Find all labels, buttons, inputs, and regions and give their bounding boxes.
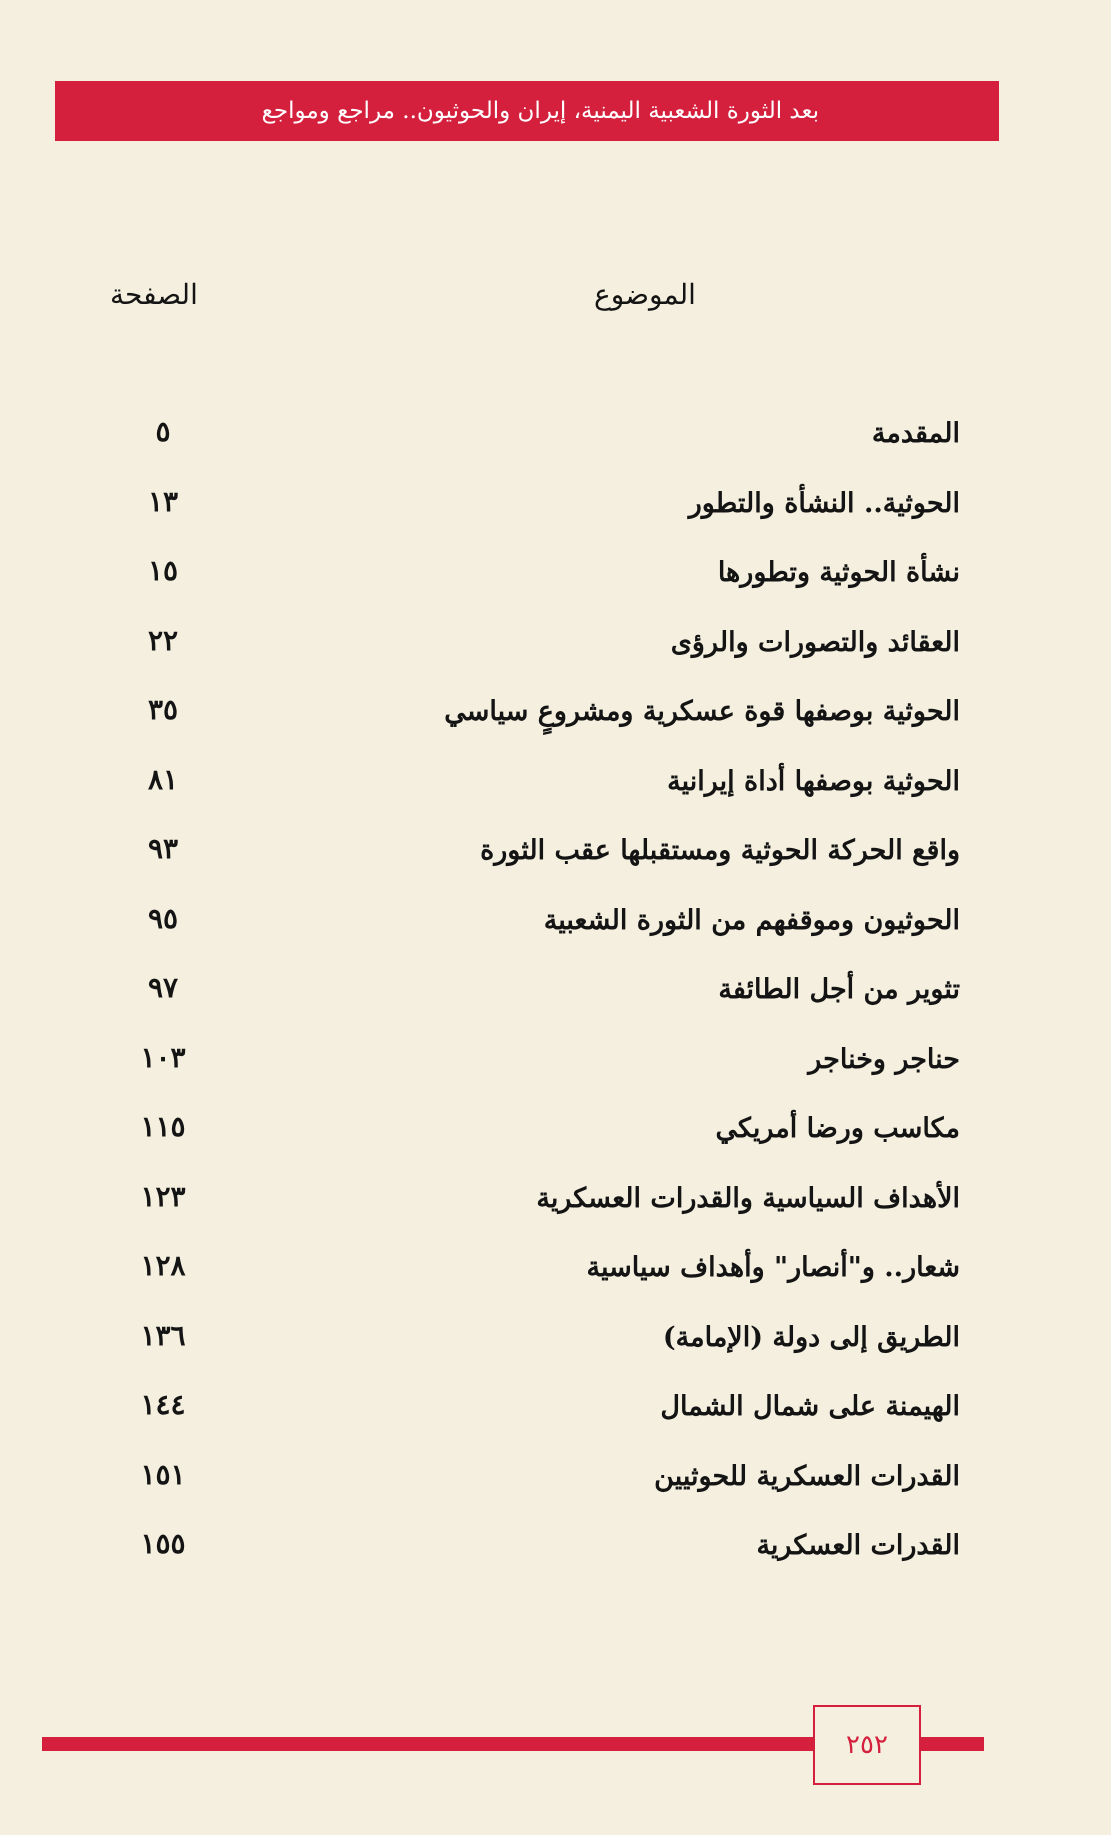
- toc-row[interactable]: [100, 1522, 960, 1592]
- toc-entry-title: الحوثية بوصفها قوة عسكرية ومشروعٍ سياسي: [444, 696, 960, 727]
- toc-entry-title: العقائد والتصورات والرؤى: [670, 626, 960, 658]
- toc-row[interactable]: [100, 897, 960, 967]
- toc-entry-page: ١٥١: [140, 1457, 186, 1491]
- toc-row[interactable]: [100, 619, 960, 689]
- toc-entry-page: ٩٧: [147, 971, 179, 1004]
- toc-entry-title: المقدمة: [871, 418, 960, 449]
- table-of-contents: [100, 410, 960, 1592]
- toc-row[interactable]: [100, 1105, 960, 1175]
- page-column-heading: الصفحة: [110, 278, 198, 311]
- toc-entry-page: ١٤٤: [140, 1388, 186, 1421]
- toc-row[interactable]: [100, 827, 960, 897]
- toc-entry-title: مكاسب ورضا أمريكي: [715, 1113, 960, 1144]
- toc-entry-title: الهيمنة على شمال الشمال: [660, 1391, 960, 1422]
- toc-row[interactable]: [100, 1036, 960, 1106]
- toc-row[interactable]: [100, 1453, 960, 1523]
- toc-entry-page: ١٢٣: [140, 1179, 186, 1213]
- toc-row[interactable]: [100, 758, 960, 828]
- toc-entry-title: الطريق إلى دولة (الإمامة): [662, 1321, 960, 1353]
- toc-entry-title: واقع الحركة الحوثية ومستقبلها عقب الثورة: [480, 835, 960, 866]
- toc-row[interactable]: [100, 549, 960, 619]
- toc-entry-title: الحوثية.. النشأة والتطور: [688, 487, 960, 519]
- toc-entry-page: ١٣: [147, 484, 179, 518]
- toc-row[interactable]: [100, 966, 960, 1036]
- toc-entry-page: ٩٣: [147, 832, 179, 865]
- toc-entry-page: ١٠٣: [140, 1040, 186, 1074]
- toc-entry-title: الأهداف السياسية والقدرات العسكرية: [536, 1182, 960, 1214]
- toc-entry-title: الحوثيون وموقفهم من الثورة الشعبية: [543, 904, 960, 936]
- toc-entry-page: ٣٥: [147, 693, 179, 726]
- toc-entry-page: ١١٥: [140, 1110, 186, 1143]
- running-header: [55, 81, 999, 141]
- toc-entry-title: القدرات العسكرية للحوثيين: [654, 1460, 960, 1492]
- running-header-title: بعد الثورة الشعبية اليمنية، إيران والحوثيون.. مراجع ومواجع: [261, 98, 819, 124]
- page-number-box: [813, 1705, 921, 1785]
- toc-entry-page: ٢٢: [147, 623, 179, 657]
- toc-entry-title: نشأة الحوثية وتطورها: [717, 557, 960, 588]
- toc-entry-page: ١٥٥: [140, 1527, 186, 1560]
- page-number: ٢٥٢: [846, 1730, 888, 1760]
- toc-entry-page: ٨١: [147, 762, 179, 796]
- toc-row[interactable]: [100, 480, 960, 550]
- toc-row[interactable]: [100, 410, 960, 480]
- toc-entry-page: ١٢٨: [140, 1249, 186, 1282]
- toc-row[interactable]: [100, 1175, 960, 1245]
- toc-entry-title: الحوثية بوصفها أداة إيرانية: [667, 765, 960, 797]
- toc-row[interactable]: [100, 1244, 960, 1314]
- topic-column-heading: الموضوع: [594, 278, 696, 311]
- toc-row[interactable]: [100, 1314, 960, 1384]
- toc-entry-title: القدرات العسكرية: [756, 1530, 960, 1561]
- toc-entry-title: شعار.. و"أنصار" وأهداف سياسية: [586, 1252, 960, 1283]
- toc-entry-page: ١٥: [147, 554, 179, 587]
- toc-entry-page: ٥: [155, 415, 171, 448]
- toc-entry-page: ٩٥: [147, 901, 179, 935]
- toc-entry-title: حناجر وخناجر: [808, 1043, 960, 1075]
- toc-entry-page: ١٣٦: [140, 1318, 186, 1352]
- toc-row[interactable]: [100, 688, 960, 758]
- toc-entry-title: تثوير من أجل الطائفة: [718, 974, 960, 1005]
- toc-row[interactable]: [100, 1383, 960, 1453]
